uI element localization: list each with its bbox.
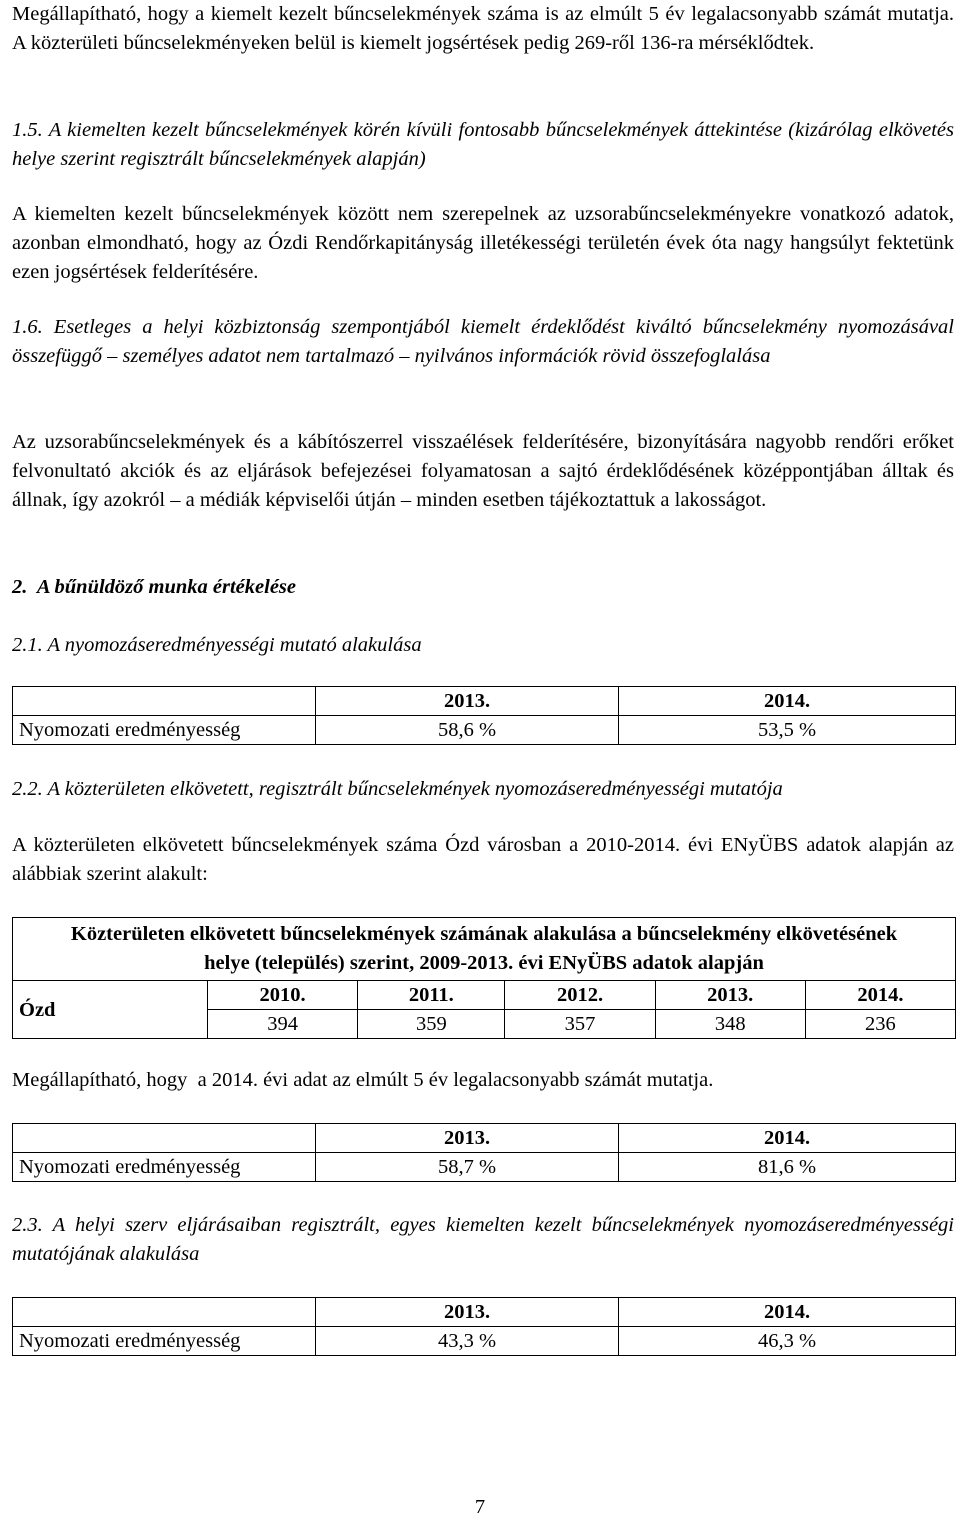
table2-value: 359 bbox=[358, 1010, 505, 1039]
table-investigation-efficiency-3 bbox=[12, 1297, 956, 1356]
heading-2-1: 2.1. A nyomozáseredményességi mutató alakulása bbox=[12, 634, 422, 656]
table2-value: 348 bbox=[655, 1010, 805, 1039]
heading-2-3: 2.3. A helyi szerv eljárásaiban regisztrált, egyes kiemelten kezelt bűncselekmények nyomozáseredményességi mutatójának alakulása bbox=[12, 1214, 954, 1265]
table2-year: 2012. bbox=[505, 981, 655, 1010]
heading-1-6: 1.6. Esetleges a helyi közbiztonság szempontjából kiemelt érdeklődést kiváltó bűncselekmény nyomozásával összefüggő – személyes adatot nem tartalmazó – nyilvános információk rövid összefoglalása bbox=[12, 316, 954, 367]
table1-year-2013: 2013. bbox=[316, 687, 619, 716]
table2-title: Közterületen elkövetett bűncselekmények számának alakulása a bűncselekmény elkövetésének helye (település) szerint, 2009-2013. évi ENyÜBS adatok alapján bbox=[13, 918, 956, 981]
table-public-crimes bbox=[12, 917, 956, 1039]
page-number: 7 bbox=[474, 1496, 486, 1518]
table2-year: 2010. bbox=[208, 981, 358, 1010]
table2-year: 2011. bbox=[358, 981, 505, 1010]
table2-year: 2014. bbox=[805, 981, 955, 1010]
paragraph-lowest: Megállapítható, hogy a 2014. évi adat az elmúlt 5 év legalacsonyabb számát mutatja. bbox=[12, 1069, 714, 1091]
table2-place: Ózd bbox=[13, 981, 208, 1039]
table3-year-2013: 2013. bbox=[316, 1124, 619, 1153]
table4-value-2014: 46,3 % bbox=[619, 1327, 956, 1356]
table2-year: 2013. bbox=[655, 981, 805, 1010]
table1-value-2014: 53,5 % bbox=[619, 716, 956, 745]
table4-year-2014: 2014. bbox=[619, 1298, 956, 1327]
paragraph-public-crimes: A közterületen elkövetett bűncselekmények száma Ózd városban a 2010-2014. évi ENyÜBS adatok alapján az alábbiak szerint alakult: bbox=[12, 834, 954, 885]
table2-value: 236 bbox=[805, 1010, 955, 1039]
paragraph-summary: Megállapítható, hogy a kiemelt kezelt bűncselekmények száma is az elmúlt 5 év legalacsonyabb számát mutatja. A közterületi bűncselekményeken belül is kiemelt jogsértések pedig 269-ről 136-ra mérséklődtek. bbox=[12, 3, 954, 54]
heading-1-5: 1.5. A kiemelten kezelt bűncselekmények körén kívüli fontosabb bűncselekmények áttekintése (kizárólag elkövetés helye szerint regisztrált bűncselekmények alapján) bbox=[12, 119, 954, 170]
table4-year-2013: 2013. bbox=[316, 1298, 619, 1327]
paragraph-media: Az uzsorabűncselekmények és a kábítószerrel visszaélések felderítésére, bizonyítására nagyobb rendőri erőket felvonultató akciók és az eljárások befejezései folyamatosan a sajtó érdeklődésének középpontjában álltak és állnak, így azokról – a médiák képviselői útján – minden esetben tájékoztattuk a lakosságot. bbox=[12, 431, 954, 511]
table1-year-2014: 2014. bbox=[619, 687, 956, 716]
table-investigation-efficiency-2 bbox=[12, 1123, 956, 1182]
table1-value-2013: 58,6 % bbox=[316, 716, 619, 745]
table4-row-label: Nyomozati eredményesség bbox=[13, 1327, 316, 1356]
table3-row-label: Nyomozati eredményesség bbox=[13, 1153, 316, 1182]
heading-2: 2. A bűnüldöző munka értékelése bbox=[12, 576, 296, 598]
heading-2-2: 2.2. A közterületen elkövetett, regisztrált bűncselekmények nyomozáseredményességi mutatója bbox=[12, 778, 783, 800]
table1-row-label: Nyomozati eredményesség bbox=[13, 716, 316, 745]
table2-value: 357 bbox=[505, 1010, 655, 1039]
paragraph-usury: A kiemelten kezelt bűncselekmények között nem szerepelnek az uzsorabűncselekményekre vonatkozó adatok, azonban elmondható, hogy az Ózdi Rendőrkapitányság illetékességi területén évek óta nagy hangsúlyt fektetünk ezen jogsértések felderítésére. bbox=[12, 203, 954, 283]
table3-value-2013: 58,7 % bbox=[316, 1153, 619, 1182]
table3-year-2014: 2014. bbox=[619, 1124, 956, 1153]
table2-value: 394 bbox=[208, 1010, 358, 1039]
table3-value-2014: 81,6 % bbox=[619, 1153, 956, 1182]
table-investigation-efficiency-1 bbox=[12, 686, 956, 745]
table4-value-2013: 43,3 % bbox=[316, 1327, 619, 1356]
